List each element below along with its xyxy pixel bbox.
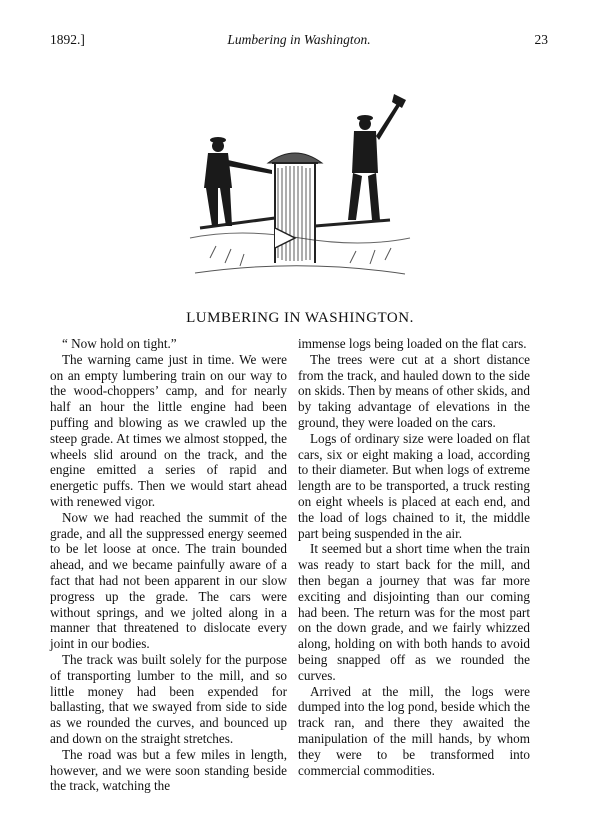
article-title: LUMBERING IN WASHINGTON. — [186, 310, 414, 326]
paragraph-continuation: immense logs being loaded on the flat cars. — [298, 336, 527, 351]
running-head — [50, 32, 548, 50]
paragraph: “ Now hold on tight.” — [62, 336, 177, 351]
running-head-title: Lumbering in Washington. — [227, 32, 371, 47]
paragraph: Logs of ordinary size were loaded on flat cars, six or eight making a load, according to their diameter. But when logs of extreme length are to be transported, a truck resting on eight wheels is placed at each end, and the load of logs chained to it, the middle part being suspended in the air. — [298, 430, 530, 541]
running-head-year: 1892.] — [50, 32, 85, 47]
paragraph: It seemed but a short time when the train was ready to start back for the mill, and then began a journey that was far more exciting and disjointing than our coming had been. The return was for the most part on the down grade, and we fairly whizzed along, holding on with both hands to avoid being snapped off as we rounded the curves. — [298, 541, 530, 683]
right-column — [298, 336, 530, 778]
paragraph: Now we had reached the summit of the grade, and all the suppressed energy seemed to be let loose at once. The train bounded ahead, and we became painfully aware of a fact that had not been apparent in our slow progress up the grade. The cars were without springs, and we jolted along in a manner that threatened to dislocate every joint in our bodies. — [50, 509, 287, 652]
paragraph: The road was but a few miles in length, however, and we were soon standing beside the track, watching the — [50, 746, 287, 794]
left-column — [50, 336, 287, 794]
paragraph: The trees were cut at a short distance from the track, and hauled down to the side on skids. Then by means of other skids, and by taking advantage of elevations in the ground, they were loaded on the cars. — [298, 351, 530, 430]
woodcut-lumbermen-felling-tree-icon — [180, 88, 420, 288]
paragraph: Arrived at the mill, the logs were dumped into the log pond, beside which the track ran, and there they awaited the manipulation of the mill hands, by whom they were to be transformed into commercial commodities. — [298, 683, 530, 778]
paragraph: The track was built solely for the purpose of transporting lumber to the mill, and so little money had been expended for ballasting, that we swayed from side to side as we rounded the curves, and bounced up and down on the straight stretches. — [50, 651, 287, 746]
paragraph: The warning came just in time. We were on an empty lumbering train on our way to the wood-choppers’ camp, and for nearly half an hour the little engine had been puffing and blowing as we crawled up the steep grade. At times we almost stopped, the wheels slid around on the track, and the engine emitted a series of rapid and energetic puffs. Then we would start ahead with renewed vigor. — [50, 351, 287, 509]
page-number: 23 — [534, 32, 548, 47]
